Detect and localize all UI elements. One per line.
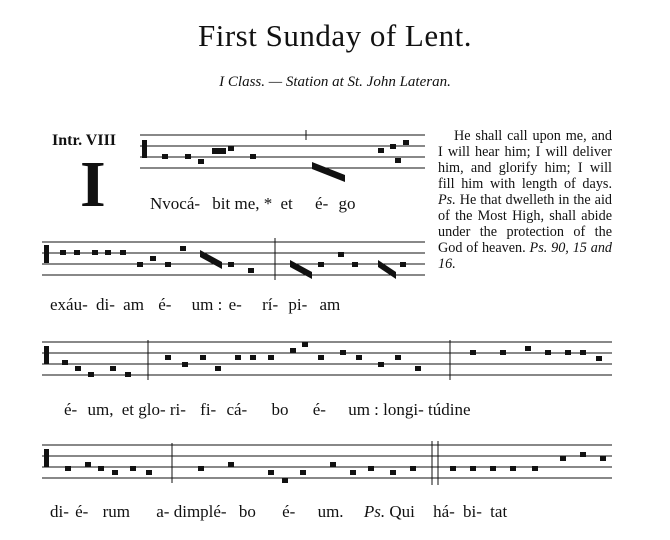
syllable: um : <box>348 400 379 419</box>
psalm-abbrev: Ps. <box>363 502 386 521</box>
syllable: Qui <box>389 502 415 521</box>
syllable: dimplé- <box>173 502 227 521</box>
page-subtitle: I Class. — Station at St. John Lateran. <box>219 74 451 90</box>
syllable: é- <box>312 400 326 419</box>
syllable: glo- <box>138 400 166 419</box>
syllable: há- <box>433 502 455 521</box>
syllable: bo <box>271 400 289 419</box>
syllable: bit me, <box>212 194 260 213</box>
syllable: Nvocá- <box>150 194 201 213</box>
introit-mode-label: Intr. VIII <box>52 132 117 149</box>
syllable: rí- <box>262 295 279 314</box>
syllable: am <box>123 295 144 314</box>
syllable: é- <box>158 295 172 314</box>
syllable: é- <box>75 502 89 521</box>
syllable: túdine <box>428 400 471 419</box>
psalm-label: Ps. <box>438 192 456 208</box>
syllable: et <box>280 194 293 213</box>
syllable: é- <box>315 194 329 213</box>
syllable: fi- <box>200 400 217 419</box>
syllable: é- <box>282 502 296 521</box>
syllable: bi- <box>463 502 482 521</box>
syllable: um : <box>191 295 223 314</box>
syllable: longi- <box>383 400 424 419</box>
syllable: ri- <box>169 400 186 419</box>
syllable: rum <box>102 502 130 521</box>
syllable: e- <box>228 295 242 314</box>
lyric-line-4 <box>50 502 507 522</box>
syllable: é- <box>64 400 78 419</box>
syllable: um, <box>87 400 114 419</box>
syllable: a- <box>156 502 170 521</box>
syllable: et <box>121 400 134 419</box>
psalm-reference: Ps. 90, 15 and 16. <box>438 240 613 272</box>
psalm-text: He that dwelleth in the aid of the Most High, shall abide under the protection of the God of heaven. <box>438 192 612 256</box>
page-title: First Sunday of Lent. <box>198 18 472 53</box>
syllable: go <box>338 194 356 213</box>
syllable: bo <box>238 502 256 521</box>
syllable: cá- <box>226 400 248 419</box>
syllable: am <box>319 295 341 314</box>
lyric-line-2 <box>50 295 340 315</box>
syllable: exáu- <box>50 295 88 314</box>
syllable: di- <box>96 295 115 314</box>
syllable: pi- <box>288 295 308 314</box>
lyric-line-3 <box>64 400 471 420</box>
syllable: um. <box>317 502 344 521</box>
asterisk: * <box>263 194 273 213</box>
syllable: di- <box>50 502 69 521</box>
syllable: tat <box>490 502 508 521</box>
drop-cap-initial: I <box>80 148 106 221</box>
lyric-line-1 <box>150 194 356 214</box>
translation-body: He shall call upon me, and I will hear him; I will deliver him, and glorify him; I will fill him with length of days. <box>438 128 612 192</box>
